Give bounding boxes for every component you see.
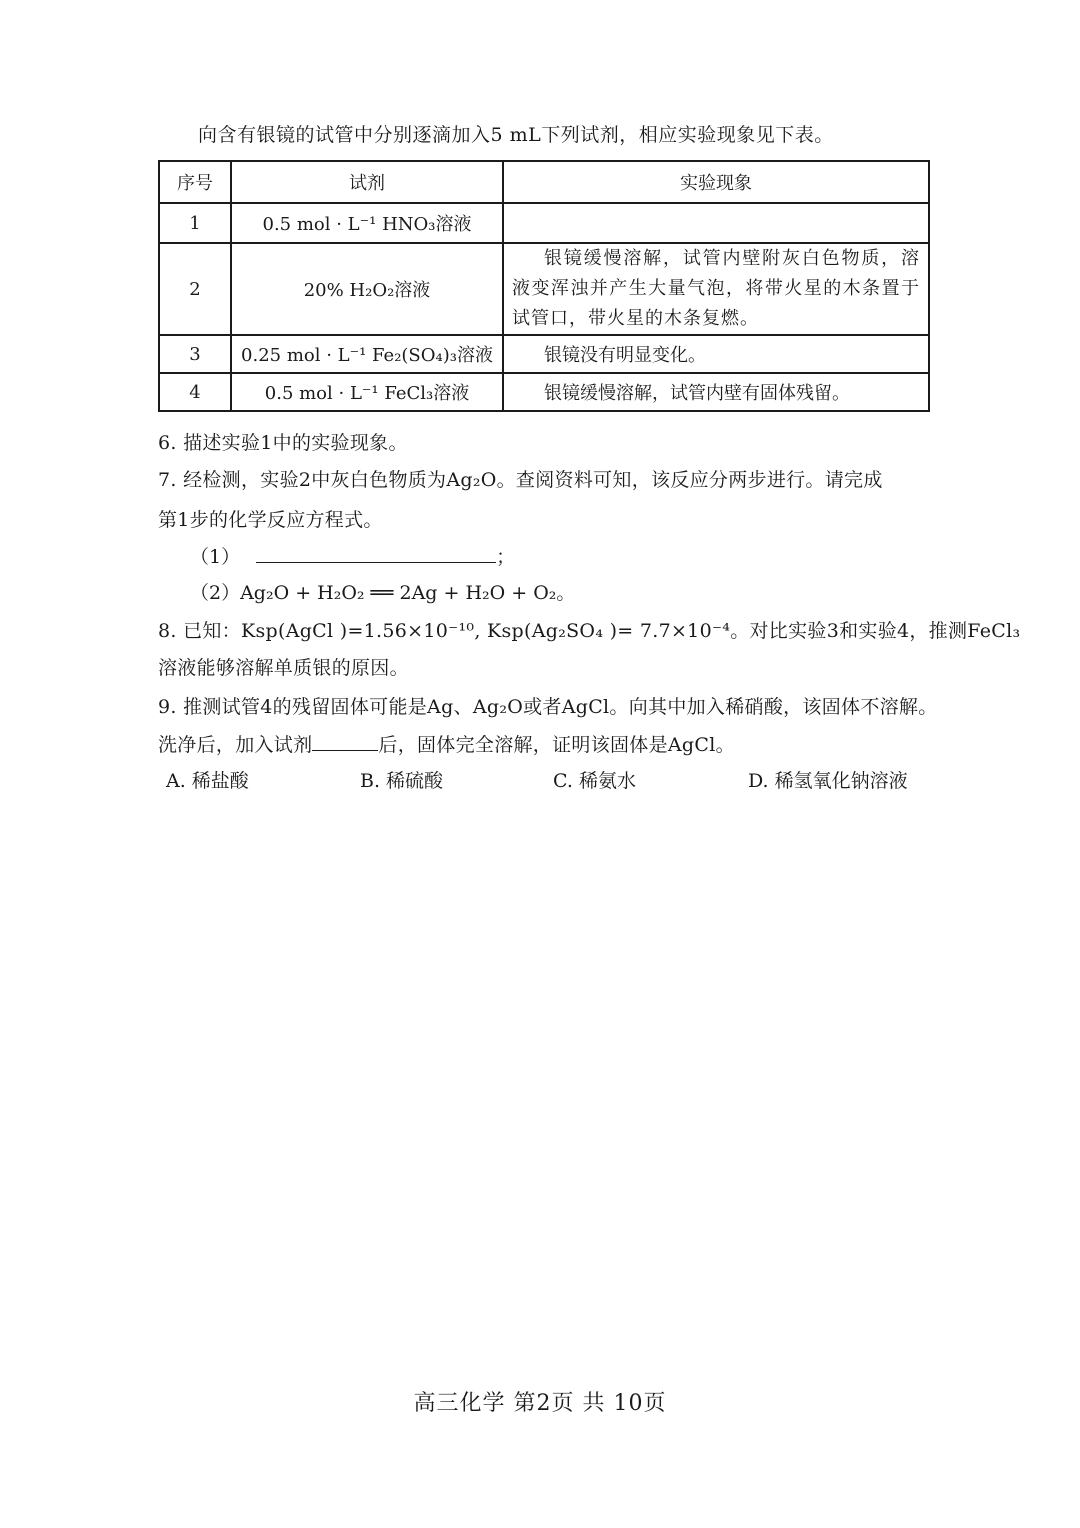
row-observation: 银镜没有明显变化。	[503, 335, 929, 373]
q9-text-before-blank: 洗净后，加入试剂	[158, 734, 313, 756]
table-row	[159, 203, 929, 243]
answer-blank[interactable]	[312, 732, 378, 751]
answer-blank[interactable]	[256, 544, 496, 563]
question-8-line-2: 溶液能够溶解单质银的原因。	[158, 657, 409, 679]
question-7-subpart-1	[190, 542, 515, 569]
row-reagent: 20% H₂O₂溶液	[231, 243, 503, 335]
question-9-line-2	[158, 730, 735, 757]
row-number: 4	[159, 373, 231, 411]
table-row	[159, 243, 929, 335]
question-7-line-1: 7. 经检测，实验2中灰白色物质为Ag₂O。查阅资料可知，该反应分两步进行。请完成	[158, 469, 883, 491]
row-reagent: 0.5 mol · L⁻¹ HNO₃溶液	[231, 203, 503, 243]
question-8-line-1: 8. 已知：Ksp(AgCl )=1.56×10⁻¹⁰, Ksp(Ag₂SO₄ )= 7.7×10⁻⁴。对比实验3和实验4，推测FeCl₃	[158, 620, 1021, 642]
page-footer: 高三化学 第2页 共 10页	[413, 1391, 667, 1416]
header-reagent: 试剂	[231, 161, 503, 203]
subpart-1-end: ；	[496, 546, 516, 568]
row-observation	[503, 203, 929, 243]
table-intro: 向含有银镜的试管中分别逐滴加入5 mL下列试剂，相应实验现象见下表。	[198, 124, 834, 146]
row-reagent: 0.5 mol · L⁻¹ FeCl₃溶液	[231, 373, 503, 411]
q9-text-after-blank: 后，固体完全溶解，证明该固体是AgCl。	[378, 734, 735, 756]
header-observation: 实验现象	[503, 161, 929, 203]
subpart-1-label: （1）	[190, 546, 241, 568]
table-row	[159, 335, 929, 373]
question-7-line-2: 第1步的化学反应方程式。	[158, 509, 383, 531]
question-7-subpart-2: （2）Ag₂O + H₂O₂ ══ 2Ag + H₂O + O₂。	[190, 582, 576, 604]
table-row	[159, 373, 929, 411]
row-number: 2	[159, 243, 231, 335]
table-header-row	[159, 161, 929, 203]
experiment-table	[158, 160, 930, 412]
option-d[interactable]: D. 稀氢氧化钠溶液	[748, 770, 908, 792]
question-9-line-1: 9. 推测试管4的残留固体可能是Ag、Ag₂O或者AgCl。向其中加入稀硝酸，该固体不溶解。	[158, 696, 938, 718]
row-observation: 银镜缓慢溶解，试管内壁有固体残留。	[503, 373, 929, 411]
question-6: 6. 描述实验1中的实验现象。	[158, 432, 408, 454]
option-a[interactable]: A. 稀盐酸	[166, 770, 249, 792]
header-number: 序号	[159, 161, 231, 203]
row-number: 3	[159, 335, 231, 373]
option-c[interactable]: C. 稀氨水	[553, 770, 636, 792]
row-observation: 银镜缓慢溶解，试管内壁附灰白色物质，溶液变浑浊并产生大量气泡，将带火星的木条置于试管口，带火星的木条复燃。	[503, 243, 929, 335]
row-reagent: 0.25 mol · L⁻¹ Fe₂(SO₄)₃溶液	[231, 335, 503, 373]
row-number: 1	[159, 203, 231, 243]
option-b[interactable]: B. 稀硫酸	[360, 770, 444, 792]
